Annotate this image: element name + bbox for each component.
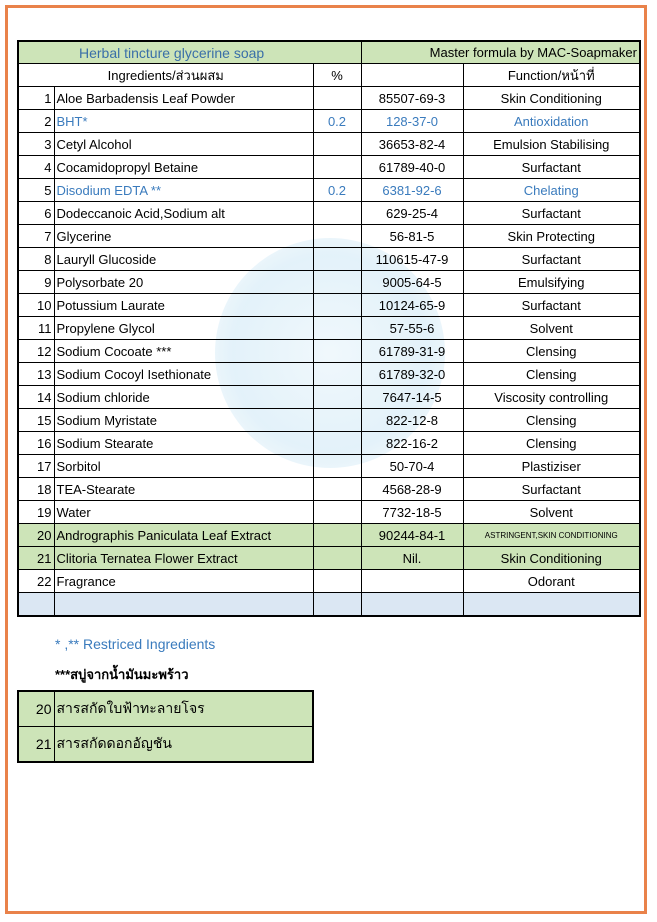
ingredient-name: Propylene Glycol [54,317,313,340]
formula-table [17,40,641,617]
ingredient-row [18,248,640,271]
row-number: 16 [18,432,54,455]
ingredient-percent [313,317,361,340]
ingredient-row [18,87,640,110]
ingredient-function: Plastiziser [463,455,640,478]
ingredient-row [18,202,640,225]
ingredient-name: Sorbitol [54,455,313,478]
ingredient-name: Sodium Cocoate *** [54,340,313,363]
row-number: 18 [18,478,54,501]
ingredient-percent [313,432,361,455]
ingredient-function: Clensing [463,340,640,363]
empty-row [18,593,640,617]
ingredient-percent [313,248,361,271]
ingredient-percent [313,156,361,179]
row-number: 4 [18,156,54,179]
ingredient-name: Dodeccanoic Acid,Sodium alt [54,202,313,225]
row-number: 6 [18,202,54,225]
ingredient-percent [313,524,361,547]
ingredient-function: Surfactant [463,202,640,225]
ingredient-name: Aloe Barbadensis Leaf Powder [54,87,313,110]
ingredient-percent: 0.2 [313,179,361,202]
ingredient-percent [313,455,361,478]
cas-number: 61789-40-0 [361,156,463,179]
thai-names-table [17,690,314,763]
ingredient-function: Surfactant [463,294,640,317]
ingredient-name: Potussium Laurate [54,294,313,317]
ingredient-function: Clensing [463,363,640,386]
ingredient-percent [313,202,361,225]
cas-number: 61789-31-9 [361,340,463,363]
thai-row-name: สารสกัดดอกอัญชัน [54,727,313,763]
ingredient-function: Skin Conditioning [463,547,640,570]
ingredient-row [18,271,640,294]
ingredient-percent [313,501,361,524]
cas-number: 7732-18-5 [361,501,463,524]
ingredient-percent [313,133,361,156]
thai-row [18,727,313,763]
row-number: 5 [18,179,54,202]
ingredient-function: Emulsion Stabilising [463,133,640,156]
ingredient-name: Water [54,501,313,524]
ingredient-percent [313,271,361,294]
ingredient-percent [313,87,361,110]
ingredient-row [18,179,640,202]
ingredient-row [18,570,640,593]
cas-number: 56-81-5 [361,225,463,248]
thai-row-number: 21 [18,727,54,763]
ingredient-name: Sodium Stearate [54,432,313,455]
row-number: 19 [18,501,54,524]
row-number: 17 [18,455,54,478]
restricted-note: * ,** Restriced Ingredients [55,636,216,652]
ingredient-percent [313,294,361,317]
ingredient-function: Solvent [463,317,640,340]
ingredient-percent [313,386,361,409]
ingredient-row [18,455,640,478]
cas-number: 57-55-6 [361,317,463,340]
ingredient-function: Surfactant [463,478,640,501]
thai-row-name: สารสกัดใบฟ้าทะลายโจร [54,691,313,727]
header-row [18,64,640,87]
ingredient-row [18,156,640,179]
ingredient-name: Clitoria Ternatea Flower Extract [54,547,313,570]
ingredient-function: Skin Conditioning [463,87,640,110]
ingredient-percent [313,570,361,593]
header-function: Function/หน้าที่ [463,64,640,87]
ingredient-name: Sodium Myristate [54,409,313,432]
ingredient-function: Skin Protecting [463,225,640,248]
cas-number [361,570,463,593]
ingredient-function: ASTRINGENT,SKIN CONDITIONING [463,524,640,547]
ingredient-name: Cocamidopropyl Betaine [54,156,313,179]
ingredient-function: Odorant [463,570,640,593]
cas-number: 6381-92-6 [361,179,463,202]
formula-author: Master formula by MAC-Soapmaker [361,41,640,64]
ingredient-row [18,294,640,317]
header-cas [361,64,463,87]
row-number: 20 [18,524,54,547]
thai-row [18,691,313,727]
cas-number: Nil. [361,547,463,570]
row-number: 15 [18,409,54,432]
ingredient-name: Polysorbate 20 [54,271,313,294]
thai-row-number: 20 [18,691,54,727]
ingredient-row [18,386,640,409]
ingredient-name: Andrographis Paniculata Leaf Extract [54,524,313,547]
ingredient-name: Lauryll Glucoside [54,248,313,271]
row-number: 1 [18,87,54,110]
ingredient-percent [313,547,361,570]
cas-number: 85507-69-3 [361,87,463,110]
ingredient-row [18,363,640,386]
header-ingredients: Ingredients/ส่วนผสม [18,64,313,87]
ingredient-row [18,547,640,570]
ingredient-percent [313,478,361,501]
ingredient-function: Emulsifying [463,271,640,294]
ingredient-row [18,501,640,524]
ingredient-percent [313,340,361,363]
cas-number: 10124-65-9 [361,294,463,317]
cas-number: 822-12-8 [361,409,463,432]
header-percent: % [313,64,361,87]
ingredient-function: Surfactant [463,248,640,271]
ingredient-name: Glycerine [54,225,313,248]
ingredient-row [18,133,640,156]
ingredient-name: Fragrance [54,570,313,593]
ingredient-row [18,432,640,455]
ingredient-function: Solvent [463,501,640,524]
ingredient-name: Cetyl Alcohol [54,133,313,156]
cas-number: 61789-32-0 [361,363,463,386]
cas-number: 822-16-2 [361,432,463,455]
ingredient-name: BHT* [54,110,313,133]
ingredient-row [18,340,640,363]
ingredient-percent [313,409,361,432]
cas-number: 7647-14-5 [361,386,463,409]
ingredient-row [18,478,640,501]
row-number: 2 [18,110,54,133]
row-number: 13 [18,363,54,386]
ingredient-name: Sodium chloride [54,386,313,409]
row-number: 7 [18,225,54,248]
cas-number: 9005-64-5 [361,271,463,294]
ingredient-percent [313,225,361,248]
ingredient-function: Antioxidation [463,110,640,133]
cas-number: 36653-82-4 [361,133,463,156]
row-number: 22 [18,570,54,593]
ingredient-name: Disodium EDTA ** [54,179,313,202]
ingredient-function: Surfactant [463,156,640,179]
ingredient-function: Viscosity controlling [463,386,640,409]
cas-number: 90244-84-1 [361,524,463,547]
row-number: 10 [18,294,54,317]
row-number: 12 [18,340,54,363]
ingredient-row [18,409,640,432]
row-number: 9 [18,271,54,294]
cas-number: 128-37-0 [361,110,463,133]
ingredient-percent [313,363,361,386]
ingredient-row [18,317,640,340]
cas-number: 110615-47-9 [361,248,463,271]
ingredient-function: Chelating [463,179,640,202]
cas-number: 4568-28-9 [361,478,463,501]
ingredient-function: Clensing [463,432,640,455]
ingredient-row [18,225,640,248]
row-number: 14 [18,386,54,409]
ingredient-row [18,110,640,133]
cas-number: 629-25-4 [361,202,463,225]
formula-title: Herbal tincture glycerine soap [18,41,361,64]
ingredient-percent: 0.2 [313,110,361,133]
coconut-note: ***สบู่จากน้ำมันมะพร้าว [55,667,189,682]
cas-number: 50-70-4 [361,455,463,478]
title-row [18,41,640,64]
row-number: 3 [18,133,54,156]
ingredient-row [18,524,640,547]
ingredient-name: Sodium Cocoyl Isethionate [54,363,313,386]
ingredient-function: Clensing [463,409,640,432]
row-number: 11 [18,317,54,340]
ingredient-name: TEA-Stearate [54,478,313,501]
row-number: 8 [18,248,54,271]
row-number: 21 [18,547,54,570]
